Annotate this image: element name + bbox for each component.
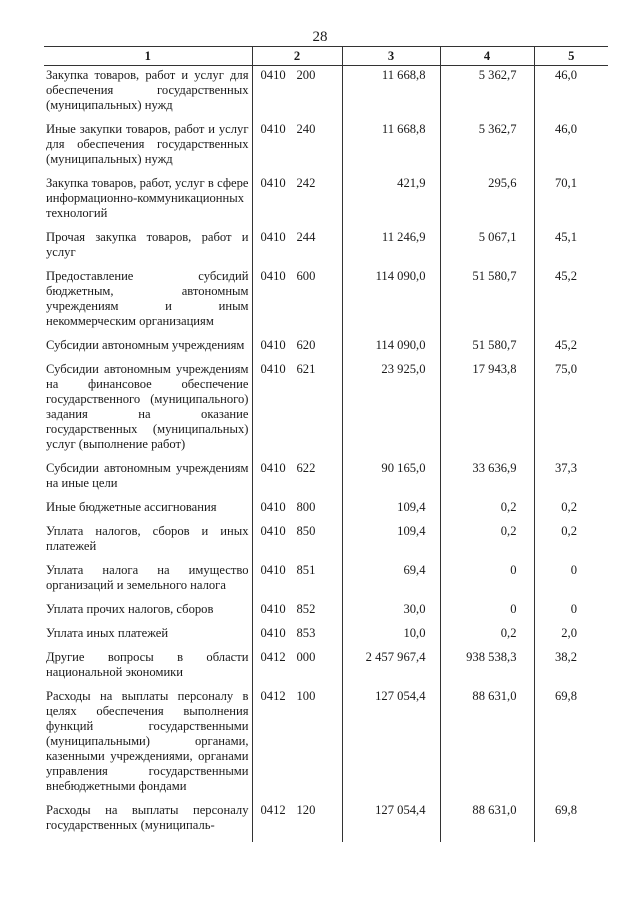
table-row [44,461,608,500]
row-name: Иные бюджетные ассигнования [46,500,217,514]
row-name: Уплата налога на имущество организаций и земельного налога [46,563,249,592]
row-name: Предоставление субсидий бюджетным, автономным учреждениям и иным некоммерческим организациям [46,269,249,328]
row-code [252,338,342,362]
fact-value: 0,2 [440,626,534,650]
percent-value: 46,0 [534,122,608,176]
plan-value: 11 246,9 [342,230,440,269]
row-name: Субсидии автономным учреждениям на финансовое обеспечение государственного (муниципального) задания на оказание государственных (муниципальных) услуг (выполнение работ) [46,362,249,451]
fact-value: 5 362,7 [440,66,534,123]
section-code: 0410 [260,602,286,616]
percent-value: 69,8 [534,803,608,842]
section-code: 0412 [260,650,286,664]
column-header: 3 [342,47,440,66]
row-name: Субсидии автономным учреждениям [46,338,245,352]
row-name: Расходы на выплаты персоналу государственных (муниципаль- [46,803,249,832]
section-code: 0410 [260,269,286,283]
plan-value: 109,4 [342,500,440,524]
row-code [252,362,342,461]
plan-value: 114 090,0 [342,338,440,362]
expense-type-code: 622 [296,461,316,475]
table-row [44,563,608,602]
table-row [44,338,608,362]
row-code [252,66,342,123]
section-code: 0410 [260,461,286,475]
expense-type-code: 600 [296,269,316,283]
section-code: 0410 [260,338,286,352]
percent-value: 0,2 [534,500,608,524]
expense-type-code: 200 [296,68,316,82]
expense-type-code: 620 [296,338,316,352]
row-name: Расходы на выплаты персоналу в целях обеспечения выполнения функций государственными (муниципальными) органами, казенными учреждениями, органами управления государственными внебюджетными фондами [46,689,249,793]
row-code [252,803,342,842]
expense-type-code: 852 [296,602,316,616]
percent-value: 0 [534,602,608,626]
expense-type-code: 240 [296,122,316,136]
row-code [252,524,342,563]
table-row [44,500,608,524]
table-row [44,650,608,689]
row-name: Закупка товаров, работ и услуг для обеспечения государственных (муниципальных) нужд [46,68,249,112]
plan-value: 2 457 967,4 [342,650,440,689]
row-code [252,626,342,650]
section-code: 0412 [260,803,286,817]
percent-value: 0 [534,563,608,602]
row-name: Прочая закупка товаров, работ и услуг [46,230,249,259]
expense-type-code: 100 [296,689,316,703]
table-row [44,626,608,650]
fact-value: 0,2 [440,500,534,524]
table-row [44,176,608,230]
fact-value: 5 362,7 [440,122,534,176]
row-name: Уплата прочих налогов, сборов [46,602,214,616]
percent-value: 45,2 [534,338,608,362]
row-code [252,176,342,230]
plan-value: 11 668,8 [342,122,440,176]
percent-value: 70,1 [534,176,608,230]
percent-value: 46,0 [534,66,608,123]
column-header: 1 [44,47,252,66]
row-code [252,269,342,338]
column-header: 4 [440,47,534,66]
row-code [252,602,342,626]
plan-value: 69,4 [342,563,440,602]
percent-value: 0,2 [534,524,608,563]
row-name: Субсидии автономным учреждениям на иные цели [46,461,249,490]
budget-table [44,46,608,842]
row-code [252,650,342,689]
row-code [252,563,342,602]
plan-value: 10,0 [342,626,440,650]
fact-value: 0 [440,563,534,602]
row-code [252,500,342,524]
plan-value: 23 925,0 [342,362,440,461]
plan-value: 421,9 [342,176,440,230]
row-code [252,461,342,500]
section-code: 0412 [260,689,286,703]
table-row [44,362,608,461]
percent-value: 37,3 [534,461,608,500]
fact-value: 5 067,1 [440,230,534,269]
row-name: Иные закупки товаров, работ и услуг для обеспечения государственных (муниципальных) нужд [46,122,249,166]
row-code [252,230,342,269]
section-code: 0410 [260,230,286,244]
table-row [44,122,608,176]
section-code: 0410 [260,500,286,514]
expense-type-code: 850 [296,524,316,538]
fact-value: 0,2 [440,524,534,563]
table-row [44,524,608,563]
table-row [44,602,608,626]
fact-value: 88 631,0 [440,803,534,842]
percent-value: 45,1 [534,230,608,269]
fact-value: 88 631,0 [440,689,534,803]
expense-type-code: 244 [296,230,316,244]
page-number: 28 [312,29,328,45]
fact-value: 295,6 [440,176,534,230]
plan-value: 114 090,0 [342,269,440,338]
section-code: 0410 [260,176,286,190]
table-row [44,66,608,123]
header-row [44,47,608,66]
fact-value: 51 580,7 [440,338,534,362]
fact-value: 938 538,3 [440,650,534,689]
fact-value: 17 943,8 [440,362,534,461]
row-name: Уплата налогов, сборов и иных платежей [46,524,249,553]
row-code [252,122,342,176]
section-code: 0410 [260,524,286,538]
expense-type-code: 120 [296,803,316,817]
expense-type-code: 242 [296,176,316,190]
column-header: 2 [252,47,342,66]
expense-type-code: 851 [296,563,316,577]
row-code [252,689,342,803]
percent-value: 75,0 [534,362,608,461]
fact-value: 51 580,7 [440,269,534,338]
fact-value: 33 636,9 [440,461,534,500]
section-code: 0410 [260,563,286,577]
plan-value: 30,0 [342,602,440,626]
percent-value: 69,8 [534,689,608,803]
section-code: 0410 [260,68,286,82]
row-name: Закупка товаров, работ, услуг в сфере информационно-коммуникационных технологий [46,176,249,220]
section-code: 0410 [260,362,286,376]
plan-value: 127 054,4 [342,689,440,803]
table-body [44,66,608,843]
plan-value: 90 165,0 [342,461,440,500]
table-row [44,269,608,338]
percent-value: 38,2 [534,650,608,689]
expense-type-code: 621 [296,362,316,376]
table-row [44,803,608,842]
plan-value: 127 054,4 [342,803,440,842]
table-row [44,230,608,269]
plan-value: 109,4 [342,524,440,563]
section-code: 0410 [260,626,286,640]
row-name: Уплата иных платежей [46,626,169,640]
column-header: 5 [534,47,608,66]
expense-type-code: 853 [296,626,316,640]
table-row [44,689,608,803]
percent-value: 45,2 [534,269,608,338]
row-name: Другие вопросы в области национальной экономики [46,650,249,679]
fact-value: 0 [440,602,534,626]
section-code: 0410 [260,122,286,136]
expense-type-code: 000 [296,650,316,664]
percent-value: 2,0 [534,626,608,650]
plan-value: 11 668,8 [342,66,440,123]
expense-type-code: 800 [296,500,316,514]
